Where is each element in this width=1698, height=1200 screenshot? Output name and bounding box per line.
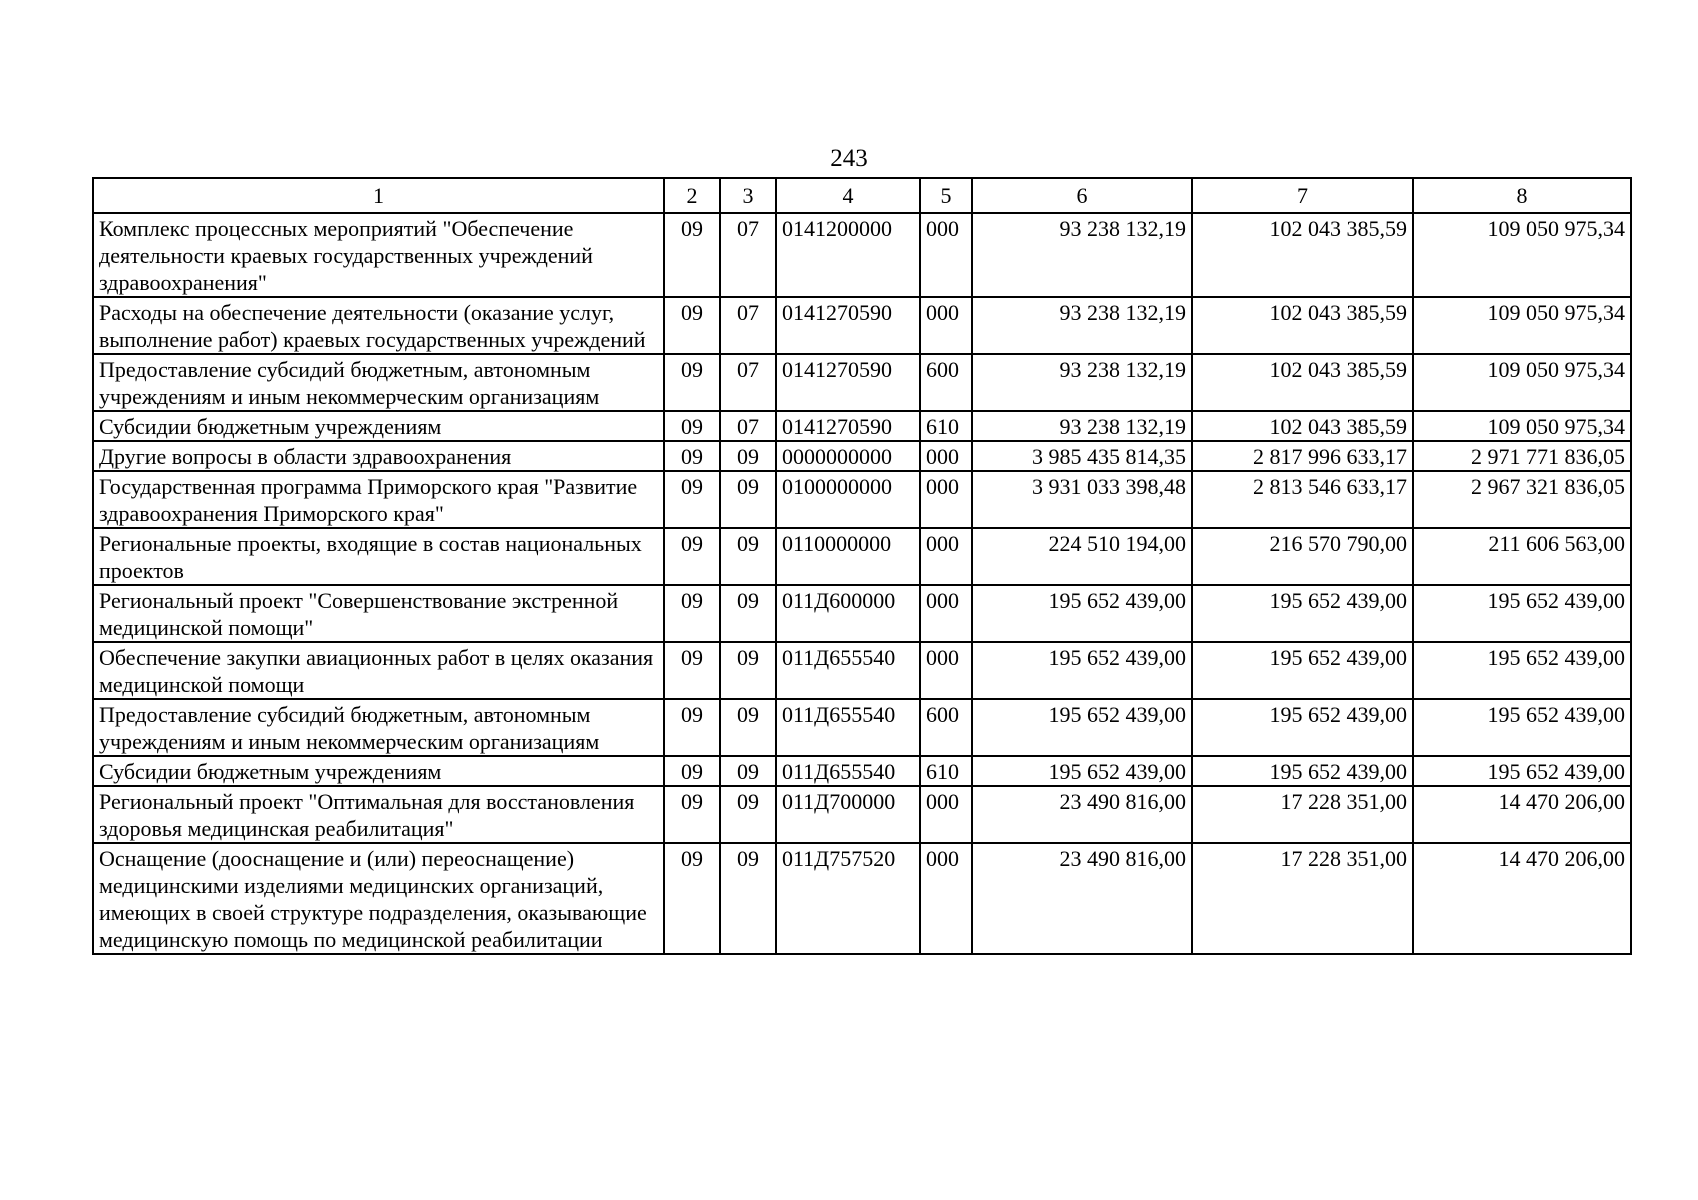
amount-year-3: 109 050 975,34 <box>1413 297 1631 354</box>
amount-year-1: 93 238 132,19 <box>972 411 1192 441</box>
item-name: Расходы на обеспечение деятельности (оказание услуг, выполнение работ) краевых государственных учреждений <box>93 297 664 354</box>
subsection-code: 07 <box>720 411 776 441</box>
amount-year-2: 102 043 385,59 <box>1192 411 1413 441</box>
amount-year-2: 102 043 385,59 <box>1192 213 1413 297</box>
amount-year-3: 109 050 975,34 <box>1413 213 1631 297</box>
table-row <box>93 756 1631 786</box>
item-name: Оснащение (дооснащение и (или) переоснащение) медицинскими изделиями медицинских организаций, имеющих в своей структуре подразделения, оказывающие медицинскую помощь по медицинской реабилитации <box>93 843 664 954</box>
table-row <box>93 528 1631 585</box>
page-number: 243 <box>830 145 868 172</box>
expense-type-code: 600 <box>920 699 972 756</box>
amount-year-3: 195 652 439,00 <box>1413 756 1631 786</box>
target-article-code: 0000000000 <box>776 441 920 471</box>
table-row <box>93 213 1631 297</box>
amount-year-1: 195 652 439,00 <box>972 585 1192 642</box>
amount-year-1: 93 238 132,19 <box>972 297 1192 354</box>
amount-year-1: 23 490 816,00 <box>972 786 1192 843</box>
section-code: 09 <box>664 297 720 354</box>
subsection-code: 09 <box>720 642 776 699</box>
subsection-code: 07 <box>720 213 776 297</box>
amount-year-2: 216 570 790,00 <box>1192 528 1413 585</box>
expense-type-code: 000 <box>920 471 972 528</box>
section-code: 09 <box>664 471 720 528</box>
table-row <box>93 411 1631 441</box>
table-row <box>93 786 1631 843</box>
target-article-code: 011Д655540 <box>776 699 920 756</box>
item-name: Субсидии бюджетным учреждениям <box>93 756 664 786</box>
column-header-7: 7 <box>1192 178 1413 213</box>
column-header-2: 2 <box>664 178 720 213</box>
subsection-code: 09 <box>720 585 776 642</box>
column-header-8: 8 <box>1413 178 1631 213</box>
subsection-code: 09 <box>720 699 776 756</box>
expense-type-code: 610 <box>920 756 972 786</box>
amount-year-1: 93 238 132,19 <box>972 354 1192 411</box>
table-row <box>93 297 1631 354</box>
amount-year-1: 93 238 132,19 <box>972 213 1192 297</box>
target-article-code: 011Д700000 <box>776 786 920 843</box>
expense-type-code: 000 <box>920 843 972 954</box>
expense-type-code: 000 <box>920 528 972 585</box>
amount-year-1: 195 652 439,00 <box>972 756 1192 786</box>
subsection-code: 09 <box>720 756 776 786</box>
item-name: Комплекс процессных мероприятий "Обеспечение деятельности краевых государственных учреждений здравоохранения" <box>93 213 664 297</box>
amount-year-3: 211 606 563,00 <box>1413 528 1631 585</box>
target-article-code: 0141200000 <box>776 213 920 297</box>
amount-year-2: 195 652 439,00 <box>1192 756 1413 786</box>
column-header-6: 6 <box>972 178 1192 213</box>
expense-type-code: 000 <box>920 297 972 354</box>
table-row <box>93 843 1631 954</box>
expense-type-code: 000 <box>920 642 972 699</box>
item-name: Предоставление субсидий бюджетным, автономным учреждениям и иным некоммерческим организациям <box>93 354 664 411</box>
amount-year-2: 17 228 351,00 <box>1192 786 1413 843</box>
amount-year-2: 2 817 996 633,17 <box>1192 441 1413 471</box>
subsection-code: 09 <box>720 843 776 954</box>
budget-table <box>92 177 1632 955</box>
target-article-code: 011Д655540 <box>776 756 920 786</box>
column-header-5: 5 <box>920 178 972 213</box>
amount-year-3: 14 470 206,00 <box>1413 843 1631 954</box>
target-article-code: 0141270590 <box>776 354 920 411</box>
item-name: Обеспечение закупки авиационных работ в целях оказания медицинской помощи <box>93 642 664 699</box>
target-article-code: 0141270590 <box>776 297 920 354</box>
table-row <box>93 354 1631 411</box>
target-article-code: 0110000000 <box>776 528 920 585</box>
header-row <box>93 178 1631 213</box>
section-code: 09 <box>664 642 720 699</box>
table-header <box>93 178 1631 213</box>
amount-year-1: 23 490 816,00 <box>972 843 1192 954</box>
table-row <box>93 585 1631 642</box>
section-code: 09 <box>664 354 720 411</box>
column-header-1: 1 <box>93 178 664 213</box>
table-row <box>93 642 1631 699</box>
section-code: 09 <box>664 441 720 471</box>
expense-type-code: 000 <box>920 585 972 642</box>
amount-year-1: 224 510 194,00 <box>972 528 1192 585</box>
target-article-code: 011Д655540 <box>776 642 920 699</box>
section-code: 09 <box>664 585 720 642</box>
amount-year-3: 2 971 771 836,05 <box>1413 441 1631 471</box>
table-row <box>93 471 1631 528</box>
section-code: 09 <box>664 213 720 297</box>
subsection-code: 09 <box>720 786 776 843</box>
item-name: Региональный проект "Оптимальная для восстановления здоровья медицинская реабилитация" <box>93 786 664 843</box>
item-name: Региональный проект "Совершенствование экстренной медицинской помощи" <box>93 585 664 642</box>
section-code: 09 <box>664 411 720 441</box>
amount-year-2: 195 652 439,00 <box>1192 585 1413 642</box>
amount-year-3: 109 050 975,34 <box>1413 354 1631 411</box>
expense-type-code: 000 <box>920 441 972 471</box>
table-row <box>93 699 1631 756</box>
section-code: 09 <box>664 786 720 843</box>
subsection-code: 09 <box>720 441 776 471</box>
item-name: Другие вопросы в области здравоохранения <box>93 441 664 471</box>
target-article-code: 0100000000 <box>776 471 920 528</box>
amount-year-2: 195 652 439,00 <box>1192 642 1413 699</box>
expense-type-code: 610 <box>920 411 972 441</box>
target-article-code: 0141270590 <box>776 411 920 441</box>
amount-year-2: 102 043 385,59 <box>1192 297 1413 354</box>
section-code: 09 <box>664 528 720 585</box>
table-body <box>93 213 1631 954</box>
amount-year-2: 17 228 351,00 <box>1192 843 1413 954</box>
table-row <box>93 441 1631 471</box>
amount-year-3: 195 652 439,00 <box>1413 642 1631 699</box>
target-article-code: 011Д757520 <box>776 843 920 954</box>
subsection-code: 09 <box>720 528 776 585</box>
amount-year-3: 14 470 206,00 <box>1413 786 1631 843</box>
expense-type-code: 000 <box>920 213 972 297</box>
amount-year-2: 195 652 439,00 <box>1192 699 1413 756</box>
item-name: Региональные проекты, входящие в состав национальных проектов <box>93 528 664 585</box>
expense-type-code: 000 <box>920 786 972 843</box>
subsection-code: 07 <box>720 297 776 354</box>
column-header-3: 3 <box>720 178 776 213</box>
item-name: Государственная программа Приморского края "Развитие здравоохранения Приморского края" <box>93 471 664 528</box>
amount-year-1: 195 652 439,00 <box>972 699 1192 756</box>
amount-year-2: 2 813 546 633,17 <box>1192 471 1413 528</box>
section-code: 09 <box>664 699 720 756</box>
amount-year-3: 195 652 439,00 <box>1413 585 1631 642</box>
item-name: Предоставление субсидий бюджетным, автономным учреждениям и иным некоммерческим организациям <box>93 699 664 756</box>
section-code: 09 <box>664 756 720 786</box>
expense-type-code: 600 <box>920 354 972 411</box>
amount-year-2: 102 043 385,59 <box>1192 354 1413 411</box>
amount-year-3: 2 967 321 836,05 <box>1413 471 1631 528</box>
amount-year-3: 195 652 439,00 <box>1413 699 1631 756</box>
subsection-code: 09 <box>720 471 776 528</box>
amount-year-1: 3 931 033 398,48 <box>972 471 1192 528</box>
amount-year-1: 195 652 439,00 <box>972 642 1192 699</box>
amount-year-1: 3 985 435 814,35 <box>972 441 1192 471</box>
section-code: 09 <box>664 843 720 954</box>
subsection-code: 07 <box>720 354 776 411</box>
target-article-code: 011Д600000 <box>776 585 920 642</box>
amount-year-3: 109 050 975,34 <box>1413 411 1631 441</box>
column-header-4: 4 <box>776 178 920 213</box>
item-name: Субсидии бюджетным учреждениям <box>93 411 664 441</box>
